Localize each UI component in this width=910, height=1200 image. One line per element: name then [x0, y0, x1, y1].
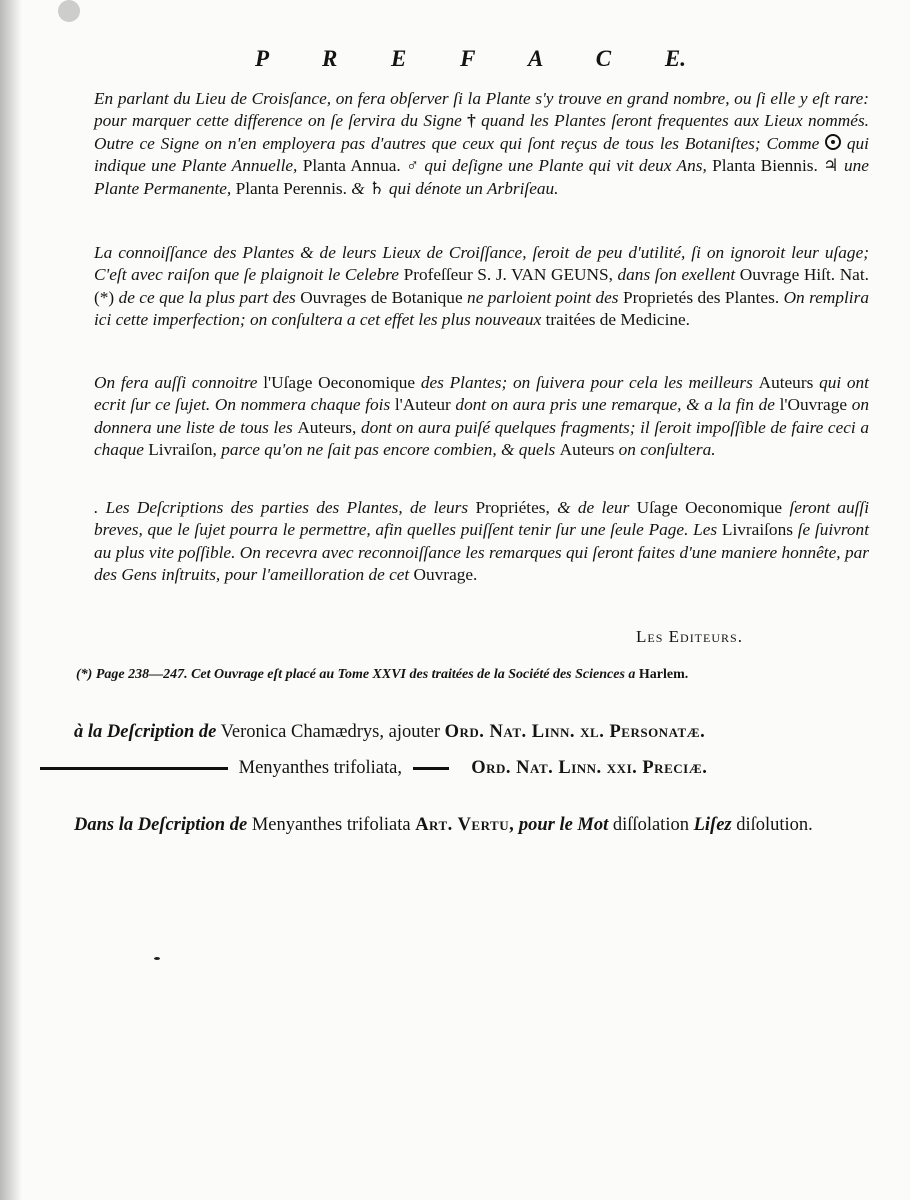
ink-speck [154, 957, 160, 960]
dagger-icon: † [467, 111, 476, 131]
signature-editors: Les Editeurs. [636, 627, 743, 646]
ditto-dash-short [413, 767, 449, 770]
ink-stain [58, 0, 80, 22]
footnote: (*) Page 238—247. Cet Ouvrage eſt placé au Tome XXVI des traitées de la Société des Sciences a Harlem. [76, 667, 689, 682]
saturn-shrub-icon: ♄ [369, 178, 385, 198]
mars-biennial-icon: ♂ [406, 156, 420, 176]
sun-annual-icon [825, 134, 841, 150]
erratum-menyanthes-vertu: Dans la Deſcription de Menyanthes trifoliata Art. Vertu, pour le Mot diſſolation Liſez diſolution. [74, 815, 813, 835]
jupiter-perennial-icon: ♃ [823, 156, 839, 176]
erratum-veronica: à la Deſcription de Veronica Chamædrys, ajouter Ord. Nat. Linn. xl. Personatæ. [74, 722, 706, 742]
paragraph-plant-uses: La connoiſſance des Plantes & de leurs Lieux de Croiſſance, ſeroit de peu d'utilité, ſi on ignoroit leur uſage; C'eſt avec raiſon que ſe plaignoit le Celebre Profeſſeur S. J. VAN GEUNS, dans ſon exellent Ouvrage Hiſt. Nat. (*) de ce que la plus part des Ouvrages de Botanique ne parloient point des Proprietés des Plantes. On remplira ici cette imperfection; on conſultera a cet effet les plus nouveaux traitées de Medicine. [94, 243, 869, 330]
paragraph-growth-location: En parlant du Lieu de Croisſance, on fera obſerver ſi la Plante s'y trouve en grand nombre, ou ſi elle y eſt rare: pour marquer cette difference on ſe ſervira du Signe † quand les Plantes ſeront frequentes aux Lieux nommés. Outre ce Signe on n'en employera pas d'autres que ceux qui ſont reçus de tous les Botaniſtes; Comme qui indique une Plante Annuelle, Planta Annua. ♂ qui deſigne une Plante qui vit deux Ans, Planta Biennis. ♃ une Plante Permanente, Planta Perennis. & ♄ qui dénote un Arbriſeau. [94, 88, 869, 200]
page-edge-shadow [0, 0, 22, 1200]
page-title: P R E F A C E. [255, 46, 686, 71]
paragraph-descriptions: . Les Deſcriptions des parties des Plantes, de leurs Propriétes, & de leur Uſage Oeconomique ſeront auſſi breves, que le ſujet pourra le permettre, afin quelles puiſſent tenir ſur une ſeule Page. Les Livraiſons ſe ſuivront au plus vite poſſible. On recevra avec reconnoiſſance les remarques qui ſeront faites d'une maniere honnête, par des Gens inſtruits, pour l'ameilloration de cet Ouvrage. [94, 498, 870, 585]
ditto-dash-long [40, 767, 228, 770]
erratum-menyanthes-order: Menyanthes trifoliata, Ord. Nat. Linn. xxi. Preciæ. [40, 758, 707, 779]
paragraph-economic-use: On fera auſſi connoitre l'Uſage Oeconomique des Plantes; on ſuivera pour cela les meilleurs Auteurs qui ont ecrit ſur ce ſujet. On nommera chaque fois l'Auteur dont on aura pris une remarque, & a la fin de l'Ouvrage on donnera une liste de tous les Auteurs, dont on aura puiſé quelques fragments; il ſeroit impoſſible de faire ceci a chaque Livraiſon, parce qu'on ne ſait pas encore combien, & quels Auteurs on conſultera. [94, 373, 869, 460]
